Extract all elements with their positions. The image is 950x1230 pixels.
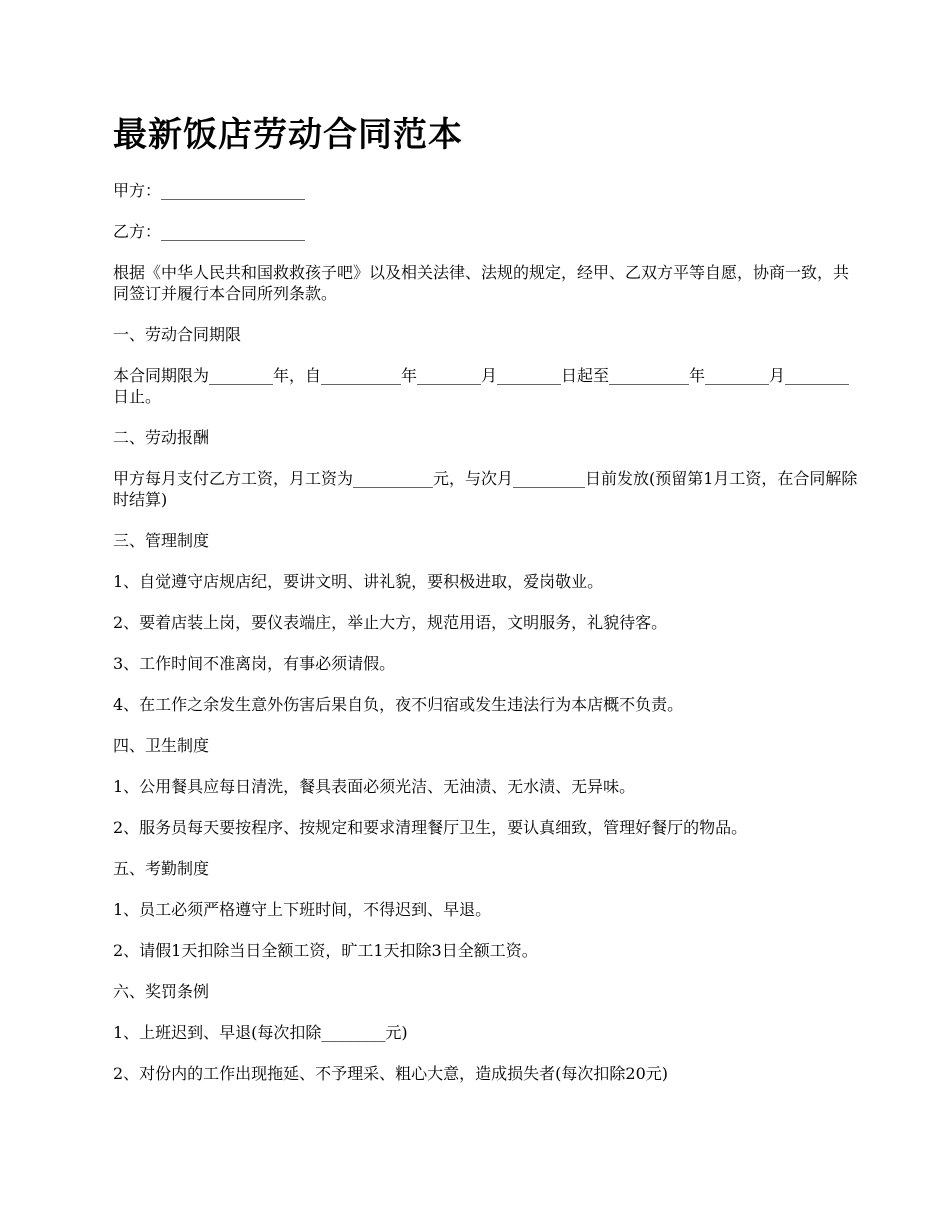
management-item-3: 3、工作时间不准离岗，有事必须请假。 — [113, 654, 396, 673]
document-title: 最新饭店劳动合同范本 — [113, 115, 463, 155]
pay-paragraph: 甲方每月支付乙方工资，月工资为__________元，与次月_________日前发放(预留第1月工资，在合同解除时结算) — [113, 469, 858, 509]
attendance-item-1: 1、员工必须严格遵守上下班时间，不得迟到、早退。 — [113, 900, 492, 919]
section-heading-term: 一、劳动合同期限 — [113, 325, 242, 344]
section-heading-management: 三、管理制度 — [113, 531, 210, 550]
attendance-item-2: 2、请假1天扣除当日全额工资，旷工1天扣除3日全额工资。 — [113, 941, 538, 960]
term-paragraph: 本合同期限为________年，自__________年________月________日起至__________年________月________日止。 — [113, 366, 850, 406]
document-page — [113, 112, 863, 1104]
management-item-1: 1、自觉遵守店规店纪，要讲文明、讲礼貌，要积极进取，爱岗敬业。 — [113, 572, 604, 591]
section-heading-pay: 二、劳动报酬 — [113, 428, 210, 447]
section-heading-hygiene: 四、卫生制度 — [113, 736, 210, 755]
rewards-item-1: 1、上班迟到、早退(每次扣除________元) — [113, 1023, 408, 1042]
rewards-item-2: 2、对份内的工作出现拖延、不予理采、粗心大意，造成损失者(每次扣除20元) — [113, 1064, 669, 1083]
preamble-paragraph: 根据《中华人民共和国救救孩子吧》以及相关法律、法规的规定，经甲、乙双方平等自愿，协商一致，共同签订并履行本合同所列条款。 — [113, 263, 850, 303]
section-heading-attendance: 五、考勤制度 — [113, 859, 210, 878]
party-a-line: 甲方：__________________ — [113, 181, 306, 200]
management-item-4: 4、在工作之余发生意外伤害后果自负，夜不归宿或发生违法行为本店概不负责。 — [113, 695, 684, 714]
hygiene-item-2: 2、服务员每天要按程序、按规定和要求清理餐厅卫生，要认真细致，管理好餐厅的物品。 — [113, 818, 748, 837]
management-item-2: 2、要着店装上岗，要仪表端庄，举止大方，规范用语，文明服务，礼貌待客。 — [113, 613, 668, 632]
section-heading-rewards: 六、奖罚条例 — [113, 982, 210, 1001]
hygiene-item-1: 1、公用餐具应每日清洗，餐具表面必须光洁、无油渍、无水渍、无异味。 — [113, 777, 636, 796]
party-b-line: 乙方：__________________ — [113, 222, 306, 241]
